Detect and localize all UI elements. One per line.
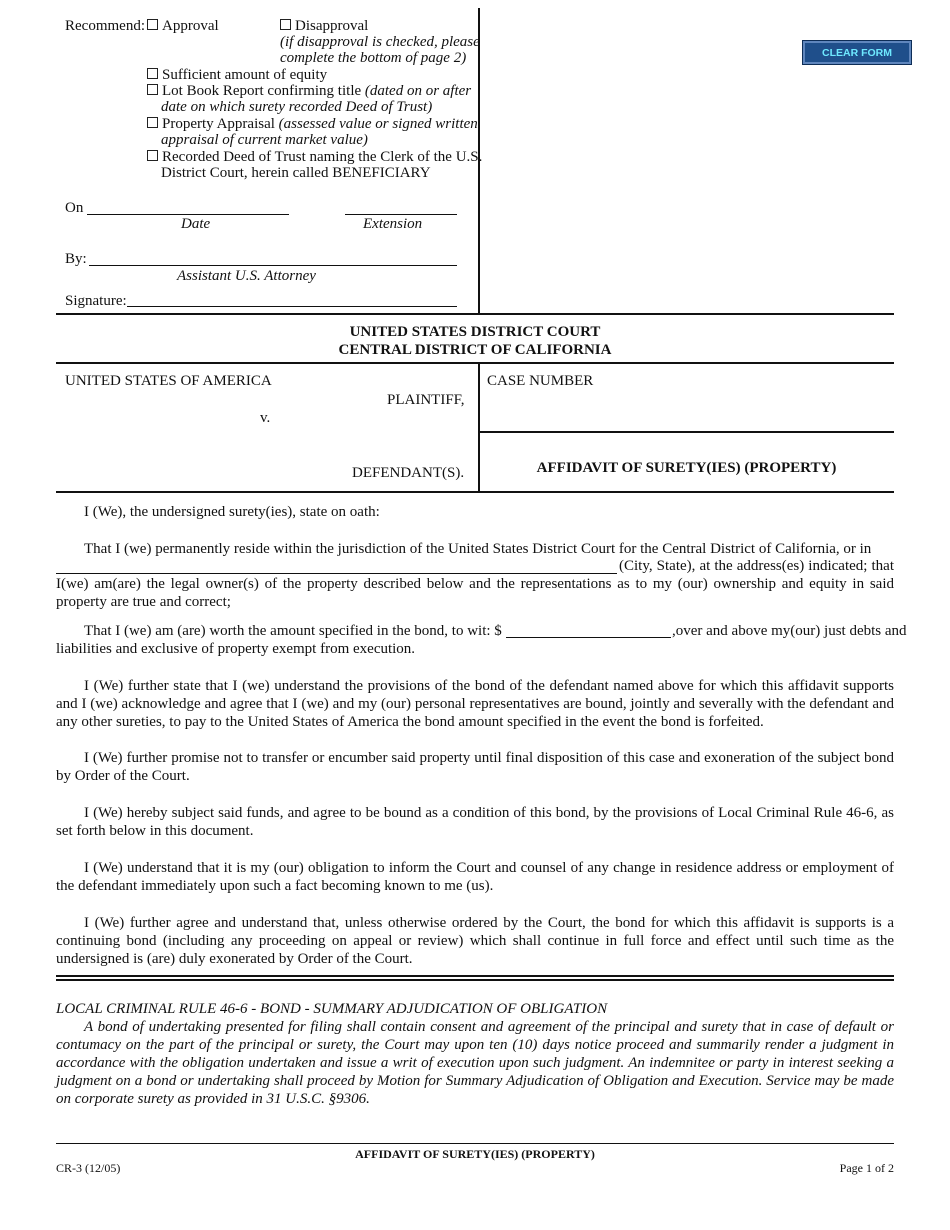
appraisal-note: (assessed value or signed written	[278, 116, 478, 132]
lot-book-note: (dated on or after	[364, 83, 472, 99]
notify-text: I (We) understand that it is my (our) obligation to inform the Court and counsel of any change in residence address or employment of the defendant immediately upon such a fact becoming known to me (us).	[56, 860, 894, 894]
rule-text: A bond of undertaking presented for filing shall contain consent and agreement of the principal and surety that in case of default or contumacy on the part of the principal or surety, the Court may upon ten (10) days notice proceed and summarily render a judgment in accordance with the obligation undertaken and issue a writ of execution upon such judgment. An indemnitee or party in interest seeking a judgment on a bond or undertaking shall proceed by Motion for Summary Adjudication of Obligation and Execution. Service may be made on corporate surety as provided in 31 U.S.C. §9306.	[56, 1019, 894, 1107]
recommend-label: Recommend:	[65, 18, 145, 34]
plaintiff-name: UNITED STATES OF AMERICA	[65, 373, 272, 389]
extension-caption: Extension	[363, 216, 423, 232]
footer-form-id: CR-3 (12/05)	[56, 1161, 121, 1175]
plaintiff-label: PLAINTIFF,	[387, 392, 465, 408]
disapproval-note-line2: complete the bottom of page 2)	[280, 50, 467, 66]
court-name: UNITED STATES DISTRICT COURT	[349, 324, 601, 340]
defendant-label: DEFENDANT(S).	[352, 465, 465, 481]
extension-field[interactable]	[345, 198, 457, 215]
signature-field[interactable]	[127, 290, 457, 307]
clear-form-button[interactable]: CLEAR FORM	[802, 40, 912, 65]
by-caption: Assistant U.S. Attorney	[177, 268, 316, 284]
caption-top-rule	[56, 362, 894, 364]
rule-double-line-top	[56, 975, 894, 977]
deed-label-line2: District Court, herein called BENEFICIARY	[161, 165, 431, 181]
case-number-label: CASE NUMBER	[487, 373, 594, 389]
footer-title: AFFIDAVIT OF SURETY(IES) (PROPERTY)	[355, 1147, 595, 1161]
continuing-bond-paragraph	[56, 914, 894, 968]
lot-book-note-line2: date on which surety recorded Deed of Trust)	[161, 99, 433, 115]
worth-paragraph-line2: liabilities and exclusive of property exempt from execution.	[56, 641, 416, 657]
appraisal-label: Property Appraisal	[162, 116, 275, 132]
versus-label: v.	[260, 410, 271, 426]
deed-label: Recorded Deed of Trust naming the Clerk of the U.S.	[162, 149, 483, 165]
lot-book-checkbox[interactable]	[147, 84, 158, 95]
document-title: AFFIDAVIT OF SURETY(IES) (PROPERTY)	[536, 460, 837, 476]
worth-paragraph-line1-end: ,over and above my(our) just debts and	[672, 623, 907, 639]
residence-paragraph-line1: That I (we) permanently reside within the jurisdiction of the United States District Court for the Central District of California, or in	[84, 541, 872, 557]
appraisal-note-line2: appraisal of current market value)	[161, 132, 368, 148]
notify-paragraph	[56, 859, 894, 895]
date-field[interactable]	[87, 198, 289, 215]
by-field[interactable]	[89, 249, 457, 266]
continuing-bond-text: I (We) further agree and understand that, unless otherwise ordered by the Court, the bond for which this affidavit is supports is a continuing bond (including any proceeding on appeal or review) which shall continue in full force and effect until such time as the undersigned is (are) duly exonerated by Order of the Court.	[56, 915, 894, 967]
court-top-rule	[56, 313, 894, 315]
disapproval-note-line1: (if disapproval is checked, please	[280, 34, 480, 50]
deed-checkbox[interactable]	[147, 150, 158, 161]
disapproval-checkbox[interactable]	[280, 19, 291, 30]
appraisal-checkbox[interactable]	[147, 117, 158, 128]
rule-paragraph	[56, 1018, 894, 1108]
on-label: On	[65, 200, 84, 216]
bond-provisions-paragraph	[56, 677, 894, 731]
residence-paragraph-line2: (City, State), at the address(es) indicated; that	[619, 558, 894, 574]
equity-label: Sufficient amount of equity	[162, 67, 328, 83]
local-rule-paragraph	[56, 804, 894, 840]
disapproval-label: Disapproval	[295, 18, 369, 34]
worth-paragraph-line1: That I (we) am (are) worth the amount specified in the bond, to wit: $	[84, 623, 502, 639]
footer-page-number: Page 1 of 2	[839, 1161, 894, 1175]
residence-paragraph-text: I(we) am(are) the legal owner(s) of the property described below and the representations as to my (our) ownership and equity in said property are true and correct;	[56, 576, 894, 610]
rule-heading: LOCAL CRIMINAL RULE 46-6 - BOND - SUMMARY ADJUDICATION OF OBLIGATION	[56, 1001, 608, 1017]
city-state-field[interactable]	[56, 557, 617, 574]
court-district: CENTRAL DISTRICT OF CALIFORNIA	[338, 342, 612, 358]
bond-provisions-text: I (We) further state that I (we) understand the provisions of the bond of the defendant named above for which this affidavit supports and I (we) acknowledge and agree that I (we) and my (our) personal representatives are bound, jointly and severally with the defendant and any other sureties, to pay to the United States of America the bond amount specified in the event the bond is forfeited.	[56, 678, 894, 730]
lot-book-label: Lot Book Report confirming title	[162, 83, 362, 99]
residence-paragraph-rest	[56, 575, 894, 611]
no-transfer-text: I (We) further promise not to transfer or encumber said property until final disposition of this case and exoneration of the subject bond by Order of the Court.	[56, 750, 894, 784]
caption-bottom-rule	[56, 491, 894, 493]
no-transfer-paragraph	[56, 749, 894, 785]
approval-option[interactable]	[147, 17, 219, 35]
date-caption: Date	[181, 216, 211, 232]
signature-label: Signature:	[65, 293, 127, 309]
oath-intro: I (We), the undersigned surety(ies), state on oath:	[84, 504, 380, 520]
rule-double-line-bottom	[56, 979, 894, 981]
by-label: By:	[65, 251, 87, 267]
local-rule-text: I (We) hereby subject said funds, and agree to be bound as a condition of this bond, by the provisions of Local Criminal Rule 46-6, as set forth below in this document.	[56, 805, 894, 839]
worth-amount-field[interactable]	[506, 621, 671, 638]
equity-checkbox[interactable]	[147, 68, 158, 79]
case-number-bottom-rule	[479, 431, 894, 433]
approval-checkbox[interactable]	[147, 19, 158, 30]
approval-label: Approval	[162, 18, 219, 34]
